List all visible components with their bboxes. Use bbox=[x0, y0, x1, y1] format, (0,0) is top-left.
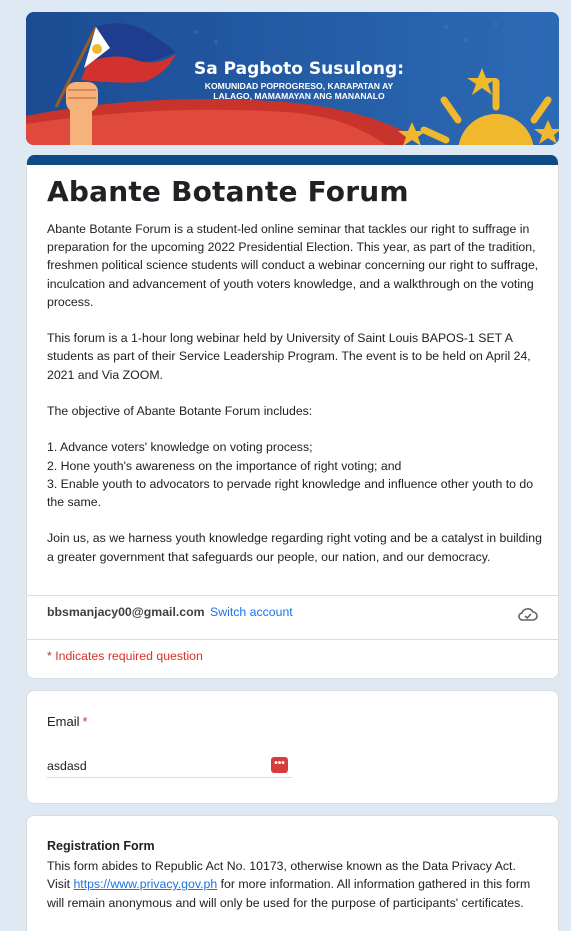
email-question-label bbox=[47, 714, 88, 729]
description-paragraph: This forum is a 1-hour long webinar held by University of Saint Louis BAPOS-1 SET A students as part of their Service Leadership Program. The event is to be held on April 24, 2021 and Via ZOOM. bbox=[47, 331, 531, 382]
banner-headline: Sa Pagboto Susulong: bbox=[194, 59, 404, 79]
email-question-card bbox=[26, 690, 559, 804]
divider bbox=[27, 595, 558, 596]
objective-item: 2. Hone youth's awareness on the importance of right voting; and bbox=[47, 458, 402, 473]
registration-text-after-link: for more information. All information gathered in this form will remain anonymous and will only be used for the purpose of participants' certificates. bbox=[47, 877, 531, 910]
switch-account-link[interactable]: Switch account bbox=[210, 605, 293, 619]
description-paragraph: Abante Botante Forum is a student-led online seminar that tackles our right to suffrage in preparation for the upcoming 2022 Presidential Election. This year, as part of the tradition, freshmen political science students will conduct a webinar concerning our right to suffrage, inculcation and advancement of youth voters knowledge, and a walkthrough on the voting process. bbox=[47, 222, 539, 309]
banner-tagline-line2: Lalago, Mamamayan Ang Mananalo bbox=[213, 91, 385, 101]
registration-title: Registration Form bbox=[47, 839, 155, 853]
description-paragraph: The objective of Abante Botante Forum includes: bbox=[47, 404, 313, 418]
account-row bbox=[47, 605, 293, 619]
account-email: bbsmanjacy00@gmail.com bbox=[47, 605, 205, 619]
banner-artwork bbox=[26, 12, 559, 145]
form-title: Abante Botante Forum bbox=[47, 175, 409, 208]
header-banner bbox=[26, 12, 559, 145]
password-manager-icon[interactable]: ••• bbox=[271, 757, 288, 773]
objective-item: 1. Advance voters' knowledge on voting process; bbox=[47, 440, 313, 455]
form-header-card bbox=[26, 155, 559, 679]
required-question-note: * Indicates required question bbox=[47, 649, 203, 663]
required-asterisk: * bbox=[82, 714, 88, 729]
form-description bbox=[47, 220, 542, 584]
privacy-link[interactable]: https://www.privacy.gov.ph bbox=[73, 877, 218, 892]
registration-section-card bbox=[26, 815, 559, 931]
registration-description bbox=[47, 857, 542, 912]
banner-tagline-line1: Komunidad Poprogreso, Karapatan Ay bbox=[204, 81, 394, 91]
cloud-saved-icon[interactable] bbox=[518, 606, 538, 622]
registration-text-before-link: This form abides to Republic Act No. 10173, otherwise known as the Data Privacy Act. Visit bbox=[47, 859, 516, 892]
theme-accent-bar bbox=[27, 155, 558, 165]
email-input[interactable] bbox=[47, 754, 292, 778]
divider bbox=[27, 639, 558, 640]
email-label-text: Email bbox=[47, 714, 80, 729]
objective-item: 3. Enable youth to advocators to pervade right knowledge and influence other youth to do the same. bbox=[47, 476, 534, 509]
description-paragraph: Join us, as we harness youth knowledge regarding right voting and be a catalyst in building a greater government that safeguards our people, our nation, and our democracy. bbox=[47, 531, 542, 564]
